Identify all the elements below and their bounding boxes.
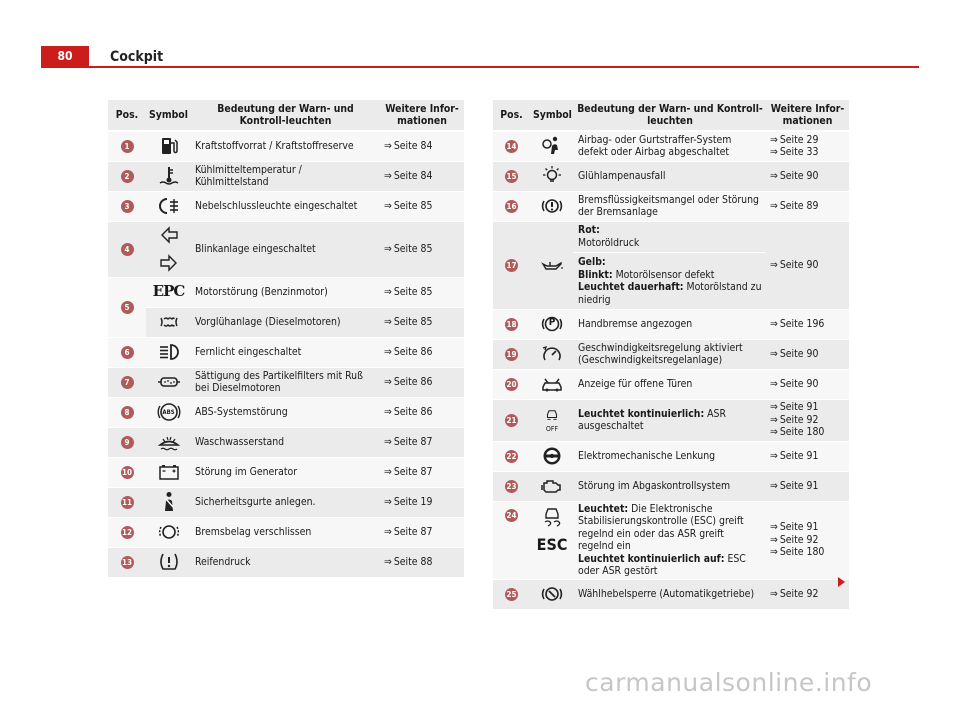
position-number: 7 xyxy=(121,376,134,389)
page-reference: Seite 85 xyxy=(393,315,433,328)
ref-arrow: ⇒ xyxy=(770,169,778,182)
airbag-icon xyxy=(540,134,564,158)
meaning-text: Fernlicht eingeschaltet xyxy=(191,337,380,367)
table-row xyxy=(493,309,849,339)
position-number: 22 xyxy=(506,451,517,461)
table-row xyxy=(108,457,464,487)
meaning-text: Störung im Abgaskontrollsystem xyxy=(574,471,766,501)
column-header-more-info: Weitere Infor-mationen xyxy=(766,100,849,131)
page-reference: Seite 90 xyxy=(779,169,819,182)
steady-text: Motorölstand zu niedrig xyxy=(578,281,762,306)
warning-lights-table-left xyxy=(108,100,464,577)
engine-check-icon xyxy=(540,474,564,498)
column-header-meaning: Bedeutung der Warn- und Kontroll-leuchten xyxy=(191,100,380,131)
tire-pressure-icon xyxy=(157,550,181,574)
ref-arrow: ⇒ xyxy=(384,465,392,478)
table-row xyxy=(108,547,464,577)
ref-arrow: ⇒ xyxy=(384,140,392,152)
meaning-text: ABS-Systemstörung xyxy=(191,397,380,427)
esc-text-icon: ESC xyxy=(536,534,568,554)
position-number: 16 xyxy=(506,201,517,211)
column-header-pos: Pos. xyxy=(493,100,530,131)
header-rule xyxy=(41,66,919,68)
parking-brake-icon-label: P xyxy=(548,317,556,328)
page-reference: Seite 91 xyxy=(779,479,819,492)
position-number: 13 xyxy=(121,557,132,567)
table-row xyxy=(493,191,849,221)
meaning-text: Waschwasserstand xyxy=(191,427,380,457)
ref-arrow: ⇒ xyxy=(384,525,392,538)
steering-icon xyxy=(540,444,564,468)
ref-arrow: ⇒ xyxy=(384,199,392,212)
meaning-text: Airbag- oder Gurtstraffer-System defekt oder Airbag abgeschaltet xyxy=(574,131,766,161)
table-row xyxy=(108,517,464,547)
status-label: Leuchtet kontinuierlich auf: xyxy=(578,552,725,565)
ref-arrow: ⇒ xyxy=(384,405,392,418)
column-header-symbol: Symbol xyxy=(146,100,191,131)
position-number: 3 xyxy=(121,200,134,213)
position-number: 17 xyxy=(506,260,517,270)
meaning-text: Die Elektronische Stabilisierungskontrolle (ESC) greift regelnd ein oder das ASR greift regelnd ein xyxy=(578,502,744,552)
table-row xyxy=(493,441,849,471)
table-row xyxy=(493,339,849,369)
page-reference: Seite 90 xyxy=(779,347,819,360)
position-number: 24 xyxy=(506,510,517,520)
meaning-text: Bremsflüssigkeitsmangel oder Störung der Bremsanlage xyxy=(574,191,766,221)
page-reference: Seite 19 xyxy=(393,495,433,508)
page-reference: Seite 92 xyxy=(779,588,819,600)
position-number: 10 xyxy=(121,467,132,477)
ref-arrow: ⇒ xyxy=(770,533,778,546)
position-number: 12 xyxy=(121,527,132,537)
ref-arrow: ⇒ xyxy=(770,199,778,212)
ref-arrow: ⇒ xyxy=(770,413,778,426)
coolant-temperature-icon xyxy=(157,164,181,188)
table-row xyxy=(108,131,464,161)
position-number: 5 xyxy=(121,301,134,314)
column-header-more-info: Weitere Infor-mationen xyxy=(380,100,464,131)
position-number: 25 xyxy=(506,589,517,599)
page-reference: Seite 91 xyxy=(779,449,819,462)
particulate-filter-icon xyxy=(157,370,181,394)
ref-arrow: ⇒ xyxy=(770,521,778,534)
glow-plug-icon xyxy=(157,310,181,334)
bulb-failure-icon xyxy=(540,164,564,188)
meaning-text: Kühlmitteltemperatur / Kühlmittelstand xyxy=(191,161,380,191)
high-beam-icon xyxy=(157,340,181,364)
table-row xyxy=(108,427,464,457)
table-row xyxy=(493,579,849,609)
page-reference: Seite 87 xyxy=(393,465,433,478)
status-label: Leuchtet kontinuierlich: xyxy=(578,407,705,420)
meaning-text: Störung im Generator xyxy=(191,457,380,487)
meaning-text: Blinkanlage eingeschaltet xyxy=(191,221,380,277)
meaning-text: Nebelschlussleuchte eingeschaltet xyxy=(191,191,380,221)
meaning-text: Geschwindigkeitsregelung aktiviert (Geschwindigkeitsregelanlage) xyxy=(574,339,766,369)
table-row xyxy=(493,161,849,191)
washer-fluid-icon xyxy=(157,430,181,454)
page-reference: Seite 180 xyxy=(779,426,825,439)
rear-fog-light-icon xyxy=(157,194,181,218)
meaning-text: Bremsbelag verschlissen xyxy=(191,517,380,547)
turn-signal-arrows-icon xyxy=(157,225,181,273)
page-reference: Seite 86 xyxy=(393,345,433,358)
yellow-label: Gelb: xyxy=(578,256,606,268)
page-reference: Seite 92 xyxy=(779,533,819,546)
meaning-text: ESC oder ASR gestört xyxy=(578,552,746,577)
abs-icon-label: ABS xyxy=(162,409,175,416)
meaning-text: Motorstörung (Benzinmotor) xyxy=(191,277,380,307)
watermark: carmanualsonline.info xyxy=(585,668,873,697)
position-number: 11 xyxy=(121,497,132,507)
ref-arrow: ⇒ xyxy=(384,435,392,448)
meaning-text: Vorglühanlage (Dieselmotoren) xyxy=(191,307,380,337)
table-row xyxy=(493,131,849,161)
meaning-text: Elektromechanische Lenkung xyxy=(574,441,766,471)
meaning-text: Sicherheitsgurte anlegen. xyxy=(191,487,380,517)
position-number: 6 xyxy=(121,346,134,359)
page-reference: Seite 91 xyxy=(779,521,819,534)
steady-label: Leuchtet dauerhaft: xyxy=(578,281,684,293)
page-reference: Seite 84 xyxy=(393,169,433,182)
table-row xyxy=(108,221,464,277)
cruise-control-icon xyxy=(540,342,564,366)
position-number: 21 xyxy=(506,415,517,425)
table-row xyxy=(493,471,849,501)
ref-arrow: ⇒ xyxy=(770,347,778,360)
meaning-text: Glühlampenausfall xyxy=(574,161,766,191)
page-reference: Seite 87 xyxy=(393,525,433,538)
ref-arrow: ⇒ xyxy=(770,588,778,600)
position-number: 4 xyxy=(121,243,134,256)
position-number: 20 xyxy=(506,379,517,389)
ref-arrow: ⇒ xyxy=(770,479,778,492)
page-reference: Seite 89 xyxy=(779,199,819,212)
table-row xyxy=(108,277,464,307)
page-reference: Seite 91 xyxy=(779,401,819,414)
page-reference: Seite 85 xyxy=(393,199,433,212)
position-number: 15 xyxy=(506,171,517,181)
ref-arrow: ⇒ xyxy=(770,317,778,330)
blink-text: Motorölsensor defekt xyxy=(615,268,715,281)
ref-arrow: ⇒ xyxy=(770,258,778,271)
table-row xyxy=(493,501,849,579)
page-reference: Seite 29 xyxy=(779,133,819,146)
table-row xyxy=(493,369,849,399)
ref-arrow: ⇒ xyxy=(770,426,778,439)
ref-arrow: ⇒ xyxy=(770,146,778,159)
ref-arrow: ⇒ xyxy=(384,375,392,388)
table-row xyxy=(108,161,464,191)
table-row xyxy=(108,307,464,337)
page-number: 80 xyxy=(41,46,89,66)
table-row xyxy=(108,191,464,221)
meaning-text: Reifendruck xyxy=(191,547,380,577)
position-number: 19 xyxy=(506,349,517,359)
open-door-icon xyxy=(540,372,564,396)
ref-arrow: ⇒ xyxy=(770,546,778,559)
status-label: Leuchtet: xyxy=(578,502,629,515)
epc-icon: EPC xyxy=(152,281,185,300)
oil-can-icon xyxy=(540,253,564,277)
blink-label: Blinkt: xyxy=(578,268,613,281)
ref-arrow: ⇒ xyxy=(384,169,392,182)
page-reference: Seite 90 xyxy=(779,377,819,390)
cell-divider xyxy=(574,252,766,253)
position-number: 18 xyxy=(506,319,517,329)
meaning-text: Handbremse angezogen xyxy=(574,309,766,339)
table-row xyxy=(108,487,464,517)
ref-arrow: ⇒ xyxy=(770,449,778,462)
page-reference: Seite 85 xyxy=(393,285,433,298)
parking-brake-icon xyxy=(540,312,564,336)
page-reference: Seite 92 xyxy=(779,413,819,426)
page-reference: Seite 90 xyxy=(779,258,819,271)
table-row xyxy=(108,367,464,397)
position-number: 9 xyxy=(121,436,134,449)
page-reference: Seite 87 xyxy=(393,435,433,448)
ref-arrow: ⇒ xyxy=(384,285,392,298)
page-reference: Seite 180 xyxy=(779,546,825,559)
section-title: Cockpit xyxy=(110,49,164,65)
ref-arrow: ⇒ xyxy=(770,401,778,414)
fuel-pump-icon xyxy=(157,134,181,158)
ref-arrow: ⇒ xyxy=(384,242,392,255)
selector-lever-lock-icon xyxy=(540,582,564,606)
page-reference: Seite 196 xyxy=(779,317,825,330)
red-text: Motoröldruck xyxy=(578,236,640,249)
meaning-text: Sättigung des Partikelfilters mit Ruß bei Dieselmotoren xyxy=(191,367,380,397)
column-header-meaning: Bedeutung der Warn- und Kontroll-leuchten xyxy=(574,100,766,131)
brake-fluid-icon xyxy=(540,194,564,218)
table-row xyxy=(493,221,849,309)
page-reference: Seite 84 xyxy=(393,140,433,152)
brake-pad-icon xyxy=(157,520,181,544)
red-label: Rot: xyxy=(578,224,600,236)
ref-arrow: ⇒ xyxy=(384,556,392,568)
position-number: 23 xyxy=(506,481,517,491)
battery-icon xyxy=(157,460,181,484)
meaning-text: Wählhebelsperre (Automatikgetriebe) xyxy=(574,579,766,609)
page-reference: Seite 86 xyxy=(393,375,433,388)
ref-arrow: ⇒ xyxy=(384,495,392,508)
table-row xyxy=(108,397,464,427)
abs-icon xyxy=(157,400,181,424)
ref-arrow: ⇒ xyxy=(770,377,778,390)
meaning-text: Anzeige für offene Türen xyxy=(574,369,766,399)
page-reference: Seite 86 xyxy=(393,405,433,418)
table-row xyxy=(493,399,849,441)
seatbelt-icon xyxy=(157,490,181,514)
page-reference: Seite 33 xyxy=(779,146,819,159)
meaning-text: Kraftstoffvorrat / Kraftstoffreserve xyxy=(191,131,380,161)
position-number: 1 xyxy=(121,140,134,153)
meaning-text: ASR ausgeschaltet xyxy=(578,407,726,432)
position-number: 8 xyxy=(121,406,134,419)
continue-arrow-icon xyxy=(838,577,845,587)
ref-arrow: ⇒ xyxy=(384,345,392,358)
page-reference: Seite 88 xyxy=(393,556,433,568)
position-number: 14 xyxy=(506,141,517,151)
esc-off-icon xyxy=(540,407,564,433)
ref-arrow: ⇒ xyxy=(770,133,778,146)
esc-off-icon-label: OFF xyxy=(545,425,559,433)
ref-arrow: ⇒ xyxy=(384,315,392,328)
warning-lights-table-right xyxy=(493,100,849,609)
position-number: 2 xyxy=(121,170,134,183)
esc-skid-icon xyxy=(540,505,564,529)
column-header-symbol: Symbol xyxy=(530,100,574,131)
table-row xyxy=(108,337,464,367)
page-reference: Seite 85 xyxy=(393,242,433,255)
column-header-pos: Pos. xyxy=(108,100,146,131)
